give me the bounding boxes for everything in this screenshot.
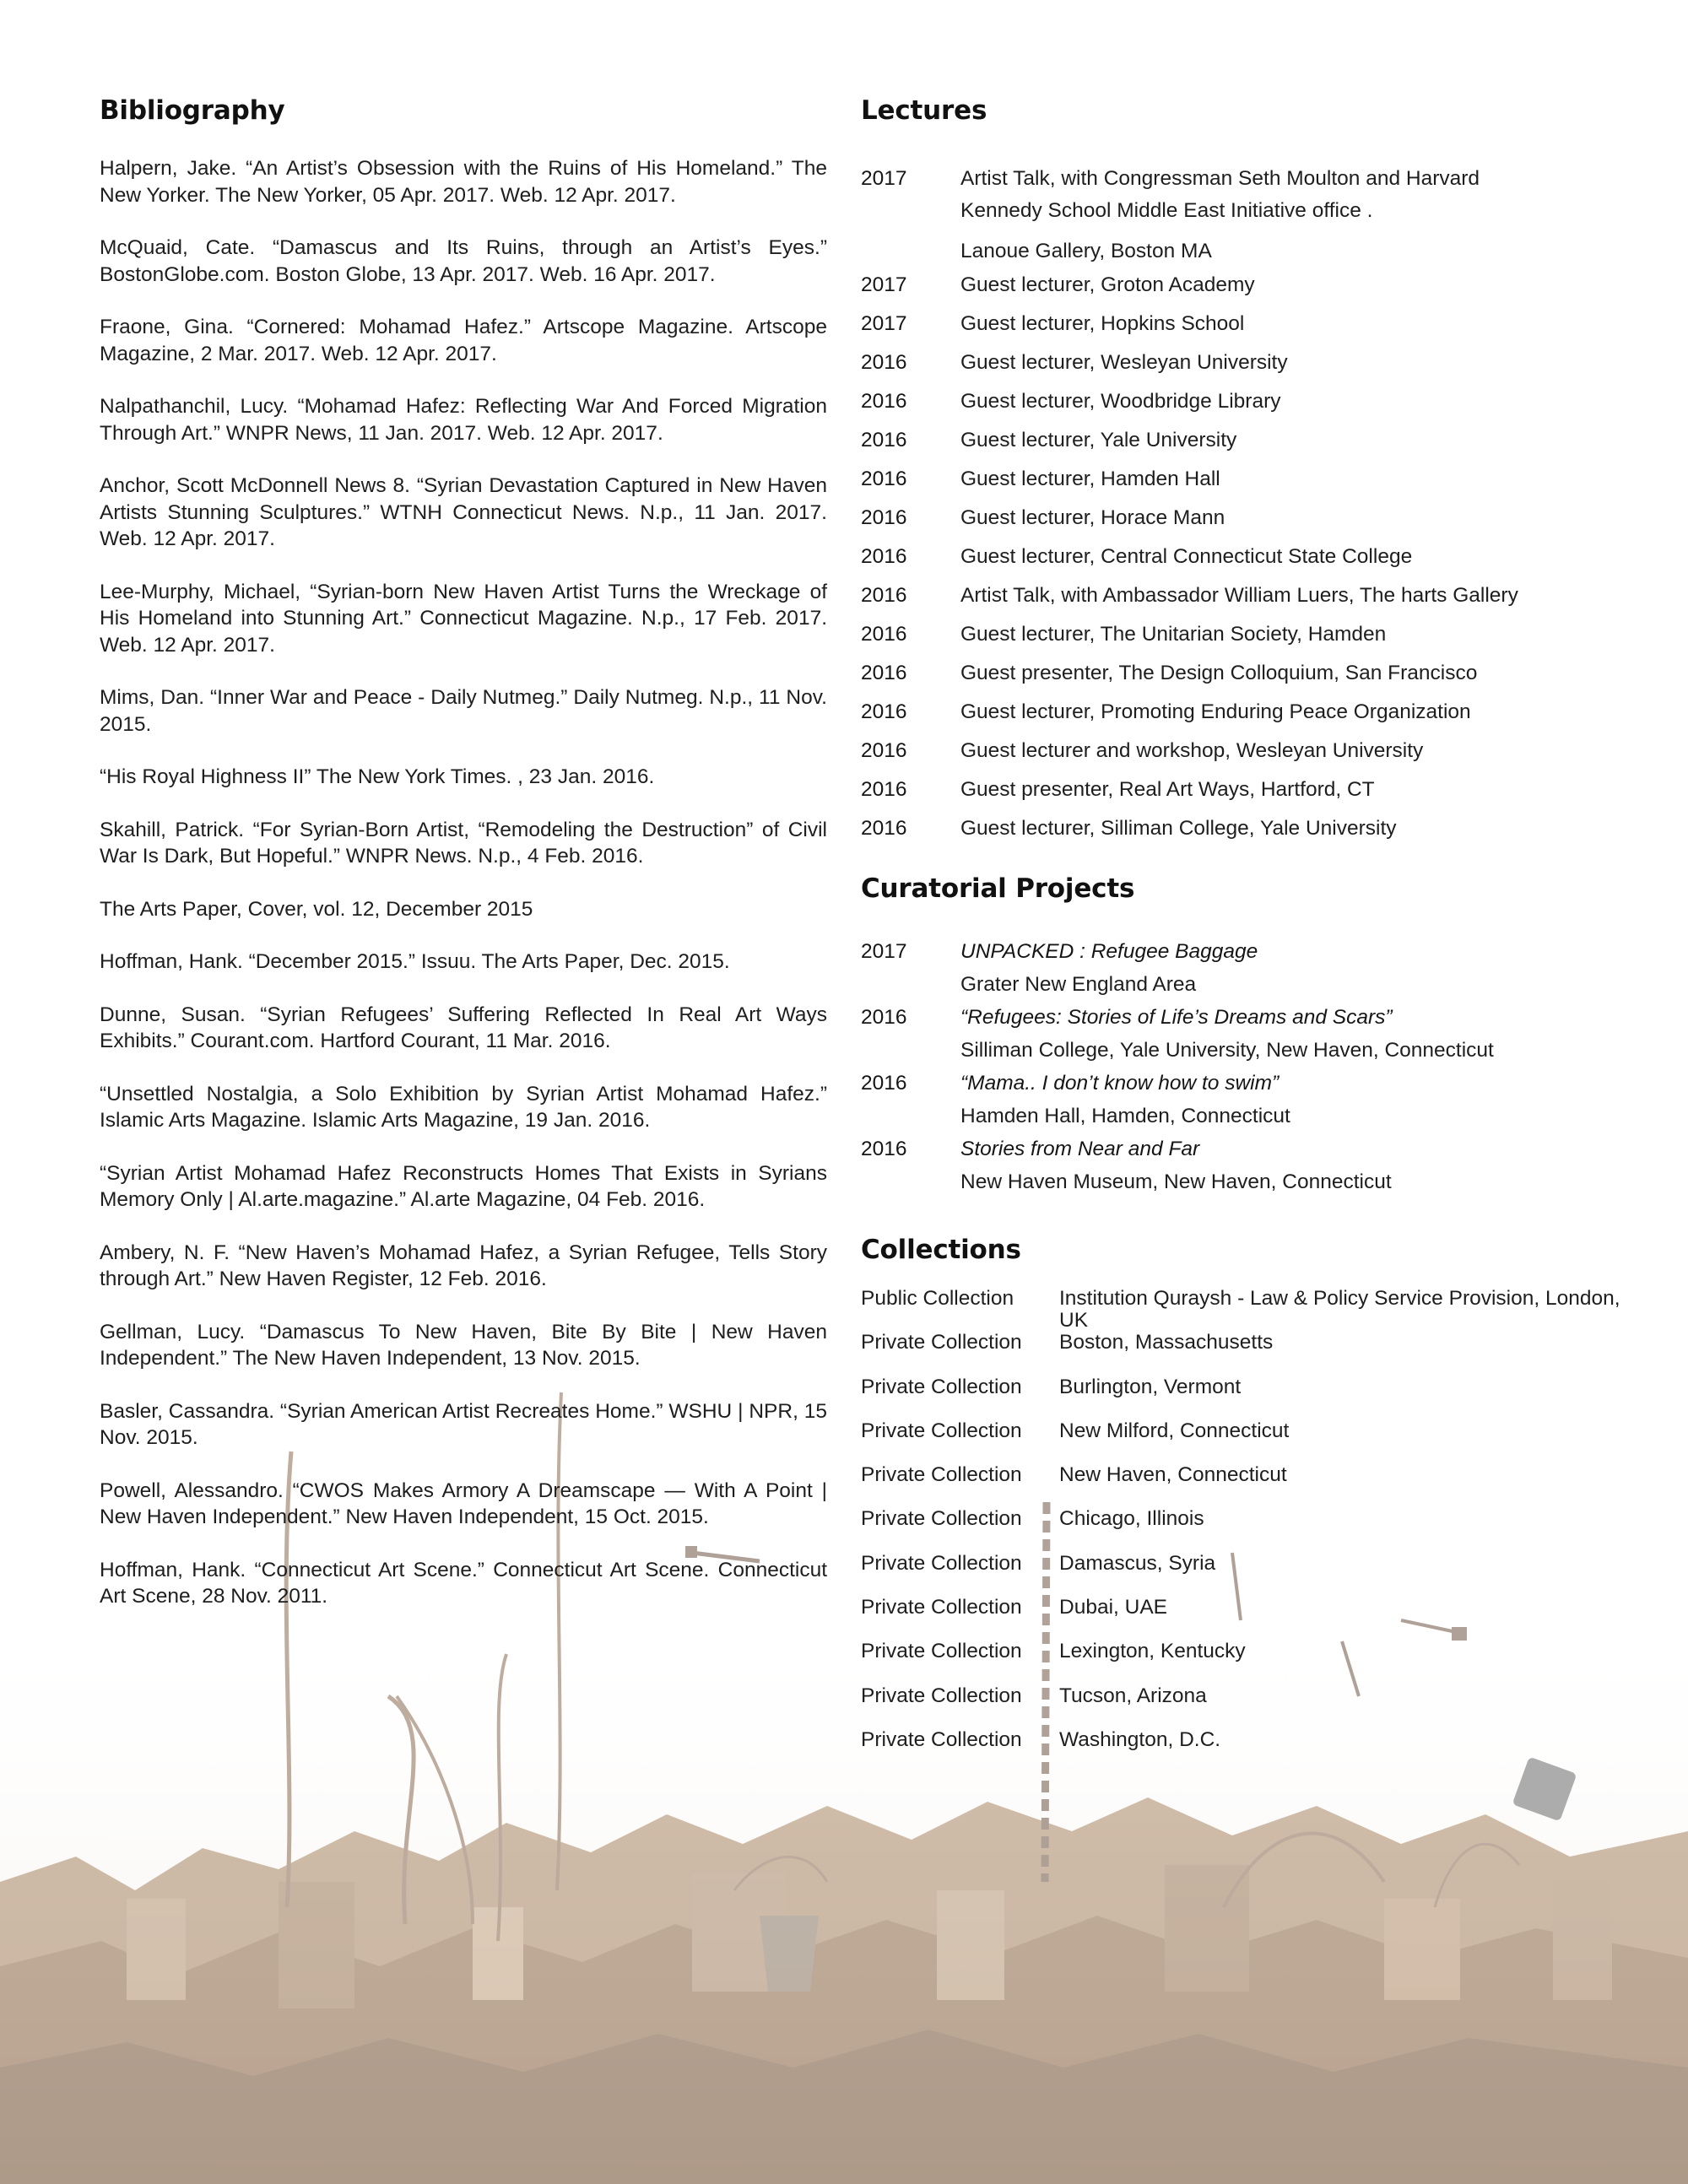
project-venue: Silliman College, Yale University, New Haven, Connecticut — [960, 1039, 1494, 1062]
project-year: 2016 — [861, 1006, 907, 1029]
lecture-year: 2016 — [861, 662, 907, 684]
right-column — [861, 91, 1620, 1773]
project-title: Stories from Near and Far — [960, 1138, 1200, 1160]
collection-row — [861, 1729, 1620, 1773]
collection-row — [861, 1685, 1620, 1729]
lecture-year: 2016 — [861, 700, 907, 723]
collection-row — [861, 1332, 1620, 1376]
lecture-text: Guest lecturer, Hopkins School — [960, 312, 1245, 335]
collection-type: Public Collection — [861, 1287, 1014, 1310]
lecture-year: 2016 — [861, 545, 907, 568]
collection-type: Private Collection — [861, 1507, 1022, 1531]
lecture-text: Guest lecturer, Groton Academy — [960, 273, 1255, 296]
lecture-text: Guest lecturer, Promoting Enduring Peace Organization — [960, 700, 1471, 723]
lecture-text: Guest presenter, The Design Colloquium, San Francisco — [960, 662, 1478, 684]
lecture-line: Artist Talk, with Congressman Seth Moulton and Harvard — [960, 167, 1480, 190]
lecture-row — [861, 462, 1620, 501]
bibliography-entry: Skahill, Patrick. “For Syrian-Born Artist, “Remodeling the Destruction” of Civil War Is Dark, But Hopeful.” WNPR News. N.p., 4 Feb. 2016. — [100, 818, 827, 868]
collection-type: Private Collection — [861, 1551, 1022, 1575]
lecture-row — [861, 268, 1620, 307]
collection-place: Dubai, UAE — [1059, 1596, 1168, 1619]
lecture-year: 2016 — [861, 623, 907, 646]
bibliography-entry: Anchor, Scott McDonnell News 8. “Syrian Devastation Captured in New Haven Artists Stunning Sculptures.” WTNH Connecticut News. N.p., 11 Jan. 2017. Web. 12 Apr. 2017. — [100, 474, 827, 550]
lecture-row — [861, 773, 1620, 812]
bibliography-entry: Powell, Alessandro. “CWOS Makes Armory A Dreamscape — With A Point | New Haven Independent.” New Haven Independent, 15 Oct. 2015. — [100, 1479, 827, 1528]
lecture-row — [861, 812, 1620, 851]
bibliography-entry: Hoffman, Hank. “Connecticut Art Scene.” Connecticut Art Scene. Connecticut Art Scene, 28 Nov. 2011. — [100, 1558, 827, 1608]
collection-row — [861, 1553, 1620, 1597]
collection-place: Lexington, Kentucky — [1059, 1640, 1246, 1663]
collection-type: Private Collection — [861, 1727, 1022, 1751]
lecture-year: 2016 — [861, 351, 907, 374]
lecture-text: Artist Talk, with Ambassador William Luers, The harts Gallery — [960, 584, 1518, 607]
project-details — [960, 1067, 1620, 1133]
lecture-row — [861, 385, 1620, 424]
bibliography-column — [100, 91, 827, 1636]
lecture-text: Guest lecturer, The Unitarian Society, Hamden — [960, 623, 1387, 646]
collection-place: New Haven, Connecticut — [1059, 1463, 1287, 1487]
collection-type: Private Collection — [861, 1331, 1022, 1354]
lecture-row — [861, 162, 1620, 268]
lectures-list — [861, 162, 1620, 851]
curatorial-project — [861, 1133, 1620, 1198]
curatorial-projects-heading: Curatorial Projects — [861, 873, 1135, 904]
bibliography-entry: “His Royal Highness II” The New York Times. , 23 Jan. 2016. — [100, 765, 655, 788]
lecture-text: Guest presenter, Real Art Ways, Hartford, CT — [960, 778, 1375, 801]
lecture-year: 2016 — [861, 429, 907, 451]
collections-heading: Collections — [861, 1235, 1021, 1265]
lecture-year: 2017 — [861, 273, 907, 296]
collection-place: Washington, D.C. — [1059, 1727, 1221, 1751]
lecture-line: Lanoue Gallery, Boston MA — [960, 240, 1212, 262]
lecture-line: Kennedy School Middle East Initiative office . — [960, 199, 1373, 222]
project-title: UNPACKED : Refugee Baggage — [960, 940, 1258, 963]
lecture-text: Guest lecturer and workshop, Wesleyan University — [960, 739, 1424, 762]
project-title: “Mama.. I don’t know how to swim” — [960, 1072, 1280, 1095]
bibliography-entry: Dunne, Susan. “Syrian Refugees’ Suffering Reflected In Real Art Ways Exhibits.” Courant.com. Hartford Courant, 11 Mar. 2016. — [100, 1003, 827, 1052]
bibliography-entry: Lee-Murphy, Michael, “Syrian-born New Haven Artist Turns the Wreckage of His Homeland into Stunning Art.” Connecticut Magazine. N.p., 17 Feb. 2017. Web. 12 Apr. 2017. — [100, 580, 827, 657]
bibliography-entry: Ambery, N. F. “New Haven’s Mohamad Hafez, a Syrian Refugee, Tells Story through Art.” New Haven Register, 12 Feb. 2016. — [100, 1241, 827, 1290]
lecture-year: 2016 — [861, 390, 907, 413]
lecture-row — [861, 346, 1620, 385]
lecture-row — [861, 695, 1620, 734]
lecture-row — [861, 579, 1620, 618]
collection-type: Private Collection — [861, 1463, 1022, 1487]
lecture-year: 2016 — [861, 778, 907, 801]
bibliography-entry: McQuaid, Cate. “Damascus and Its Ruins, through an Artist’s Eyes.” BostonGlobe.com. Boston Globe, 13 Apr. 2017. Web. 16 Apr. 2017. — [100, 236, 827, 286]
collection-type: Private Collection — [861, 1596, 1022, 1619]
curatorial-projects-list — [861, 935, 1620, 1198]
collection-type: Private Collection — [861, 1640, 1022, 1663]
project-year: 2016 — [861, 1072, 907, 1095]
collection-row — [861, 1376, 1620, 1420]
collection-place: Institution Quraysh - Law & Policy Service Provision, London, UK — [1059, 1287, 1620, 1332]
bibliography-entry: Fraone, Gina. “Cornered: Mohamad Hafez.” Artscope Magazine. Artscope Magazine, 2 Mar. 2017. Web. 12 Apr. 2017. — [100, 316, 827, 365]
lecture-text — [960, 162, 1620, 268]
bibliography-heading: Bibliography — [100, 95, 285, 126]
bibliography-entry: Hoffman, Hank. “December 2015.” Issuu. The Arts Paper, Dec. 2015. — [100, 950, 730, 973]
collection-type: Private Collection — [861, 1419, 1022, 1442]
lecture-year: 2016 — [861, 506, 907, 529]
project-details — [960, 935, 1620, 1001]
lecture-text: Guest lecturer, Yale University — [960, 429, 1237, 451]
curatorial-project — [861, 1067, 1620, 1133]
bibliography-list — [100, 155, 827, 1610]
bibliography-entry: “Syrian Artist Mohamad Hafez Reconstructs Homes That Exists in Syrians Memory Only | Al.arte.magazine.” Al.arte Magazine, 04 Feb. 2016. — [100, 1161, 827, 1211]
collection-row — [861, 1641, 1620, 1684]
lecture-row — [861, 618, 1620, 657]
project-venue: New Haven Museum, New Haven, Connecticut — [960, 1170, 1392, 1193]
lecture-row — [861, 540, 1620, 579]
project-details — [960, 1001, 1620, 1067]
lecture-text: Guest lecturer, Hamden Hall — [960, 468, 1220, 490]
collection-type: Private Collection — [861, 1684, 1022, 1707]
bibliography-entry: Mims, Dan. “Inner War and Peace - Daily Nutmeg.” Daily Nutmeg. N.p., 11 Nov. 2015. — [100, 686, 827, 736]
project-year: 2017 — [861, 940, 907, 963]
lecture-text: Guest lecturer, Wesleyan University — [960, 351, 1288, 374]
lecture-text: Guest lecturer, Central Connecticut State College — [960, 545, 1413, 568]
bibliography-entry: Basler, Cassandra. “Syrian American Artist Recreates Home.” WSHU | NPR, 15 Nov. 2015. — [100, 1399, 827, 1449]
lecture-year: 2017 — [861, 312, 907, 335]
lecture-year: 2016 — [861, 817, 907, 840]
bibliography-entry: “Unsettled Nostalgia, a Solo Exhibition by Syrian Artist Mohamad Hafez.” Islamic Arts Magazine. Islamic Arts Magazine, 19 Jan. 2016. — [100, 1082, 827, 1132]
bibliography-entry: Nalpathanchil, Lucy. “Mohamad Hafez: Reflecting War And Forced Migration Through Art.” WNPR News, 11 Jan. 2017. Web. 12 Apr. 2017. — [100, 395, 827, 445]
lecture-row — [861, 501, 1620, 540]
project-details — [960, 1133, 1620, 1198]
lecture-year: 2017 — [861, 167, 907, 190]
collection-place: Damascus, Syria — [1059, 1551, 1216, 1575]
project-venue: Grater New England Area — [960, 973, 1197, 996]
lecture-row — [861, 424, 1620, 462]
bibliography-entry: The Arts Paper, Cover, vol. 12, December 2015 — [100, 897, 533, 921]
project-title: “Refugees: Stories of Life’s Dreams and Scars” — [960, 1006, 1393, 1029]
collection-row — [861, 1464, 1620, 1508]
collection-place: Burlington, Vermont — [1059, 1375, 1242, 1398]
bibliography-entry: Gellman, Lucy. “Damascus To New Haven, Bite By Bite | New Haven Independent.” The New Haven Independent, 13 Nov. 2015. — [100, 1320, 827, 1370]
collection-row — [861, 1288, 1620, 1332]
lecture-text: Guest lecturer, Silliman College, Yale University — [960, 817, 1397, 840]
collection-place: New Milford, Connecticut — [1059, 1419, 1290, 1442]
project-year: 2016 — [861, 1138, 907, 1160]
bibliography-entry: Halpern, Jake. “An Artist’s Obsession with the Ruins of His Homeland.” The New Yorker. The New Yorker, 05 Apr. 2017. Web. 12 Apr. 2017. — [100, 157, 827, 207]
collection-row — [861, 1508, 1620, 1552]
collection-type: Private Collection — [861, 1375, 1022, 1398]
collection-place: Tucson, Arizona — [1059, 1684, 1207, 1707]
lecture-row — [861, 657, 1620, 695]
lecture-row — [861, 307, 1620, 346]
lecture-year: 2016 — [861, 739, 907, 762]
curatorial-project — [861, 1001, 1620, 1067]
lectures-heading: Lectures — [861, 95, 987, 126]
lecture-row — [861, 734, 1620, 773]
collections-list — [861, 1288, 1620, 1773]
lecture-year: 2016 — [861, 584, 907, 607]
lecture-text: Guest lecturer, Horace Mann — [960, 506, 1225, 529]
collection-place: Boston, Massachusetts — [1059, 1331, 1274, 1354]
collection-row — [861, 1597, 1620, 1641]
lecture-year: 2016 — [861, 468, 907, 490]
lecture-text: Guest lecturer, Woodbridge Library — [960, 390, 1281, 413]
collection-row — [861, 1420, 1620, 1464]
curatorial-project — [861, 935, 1620, 1001]
project-venue: Hamden Hall, Hamden, Connecticut — [960, 1105, 1290, 1127]
collection-place: Chicago, Illinois — [1059, 1507, 1204, 1531]
